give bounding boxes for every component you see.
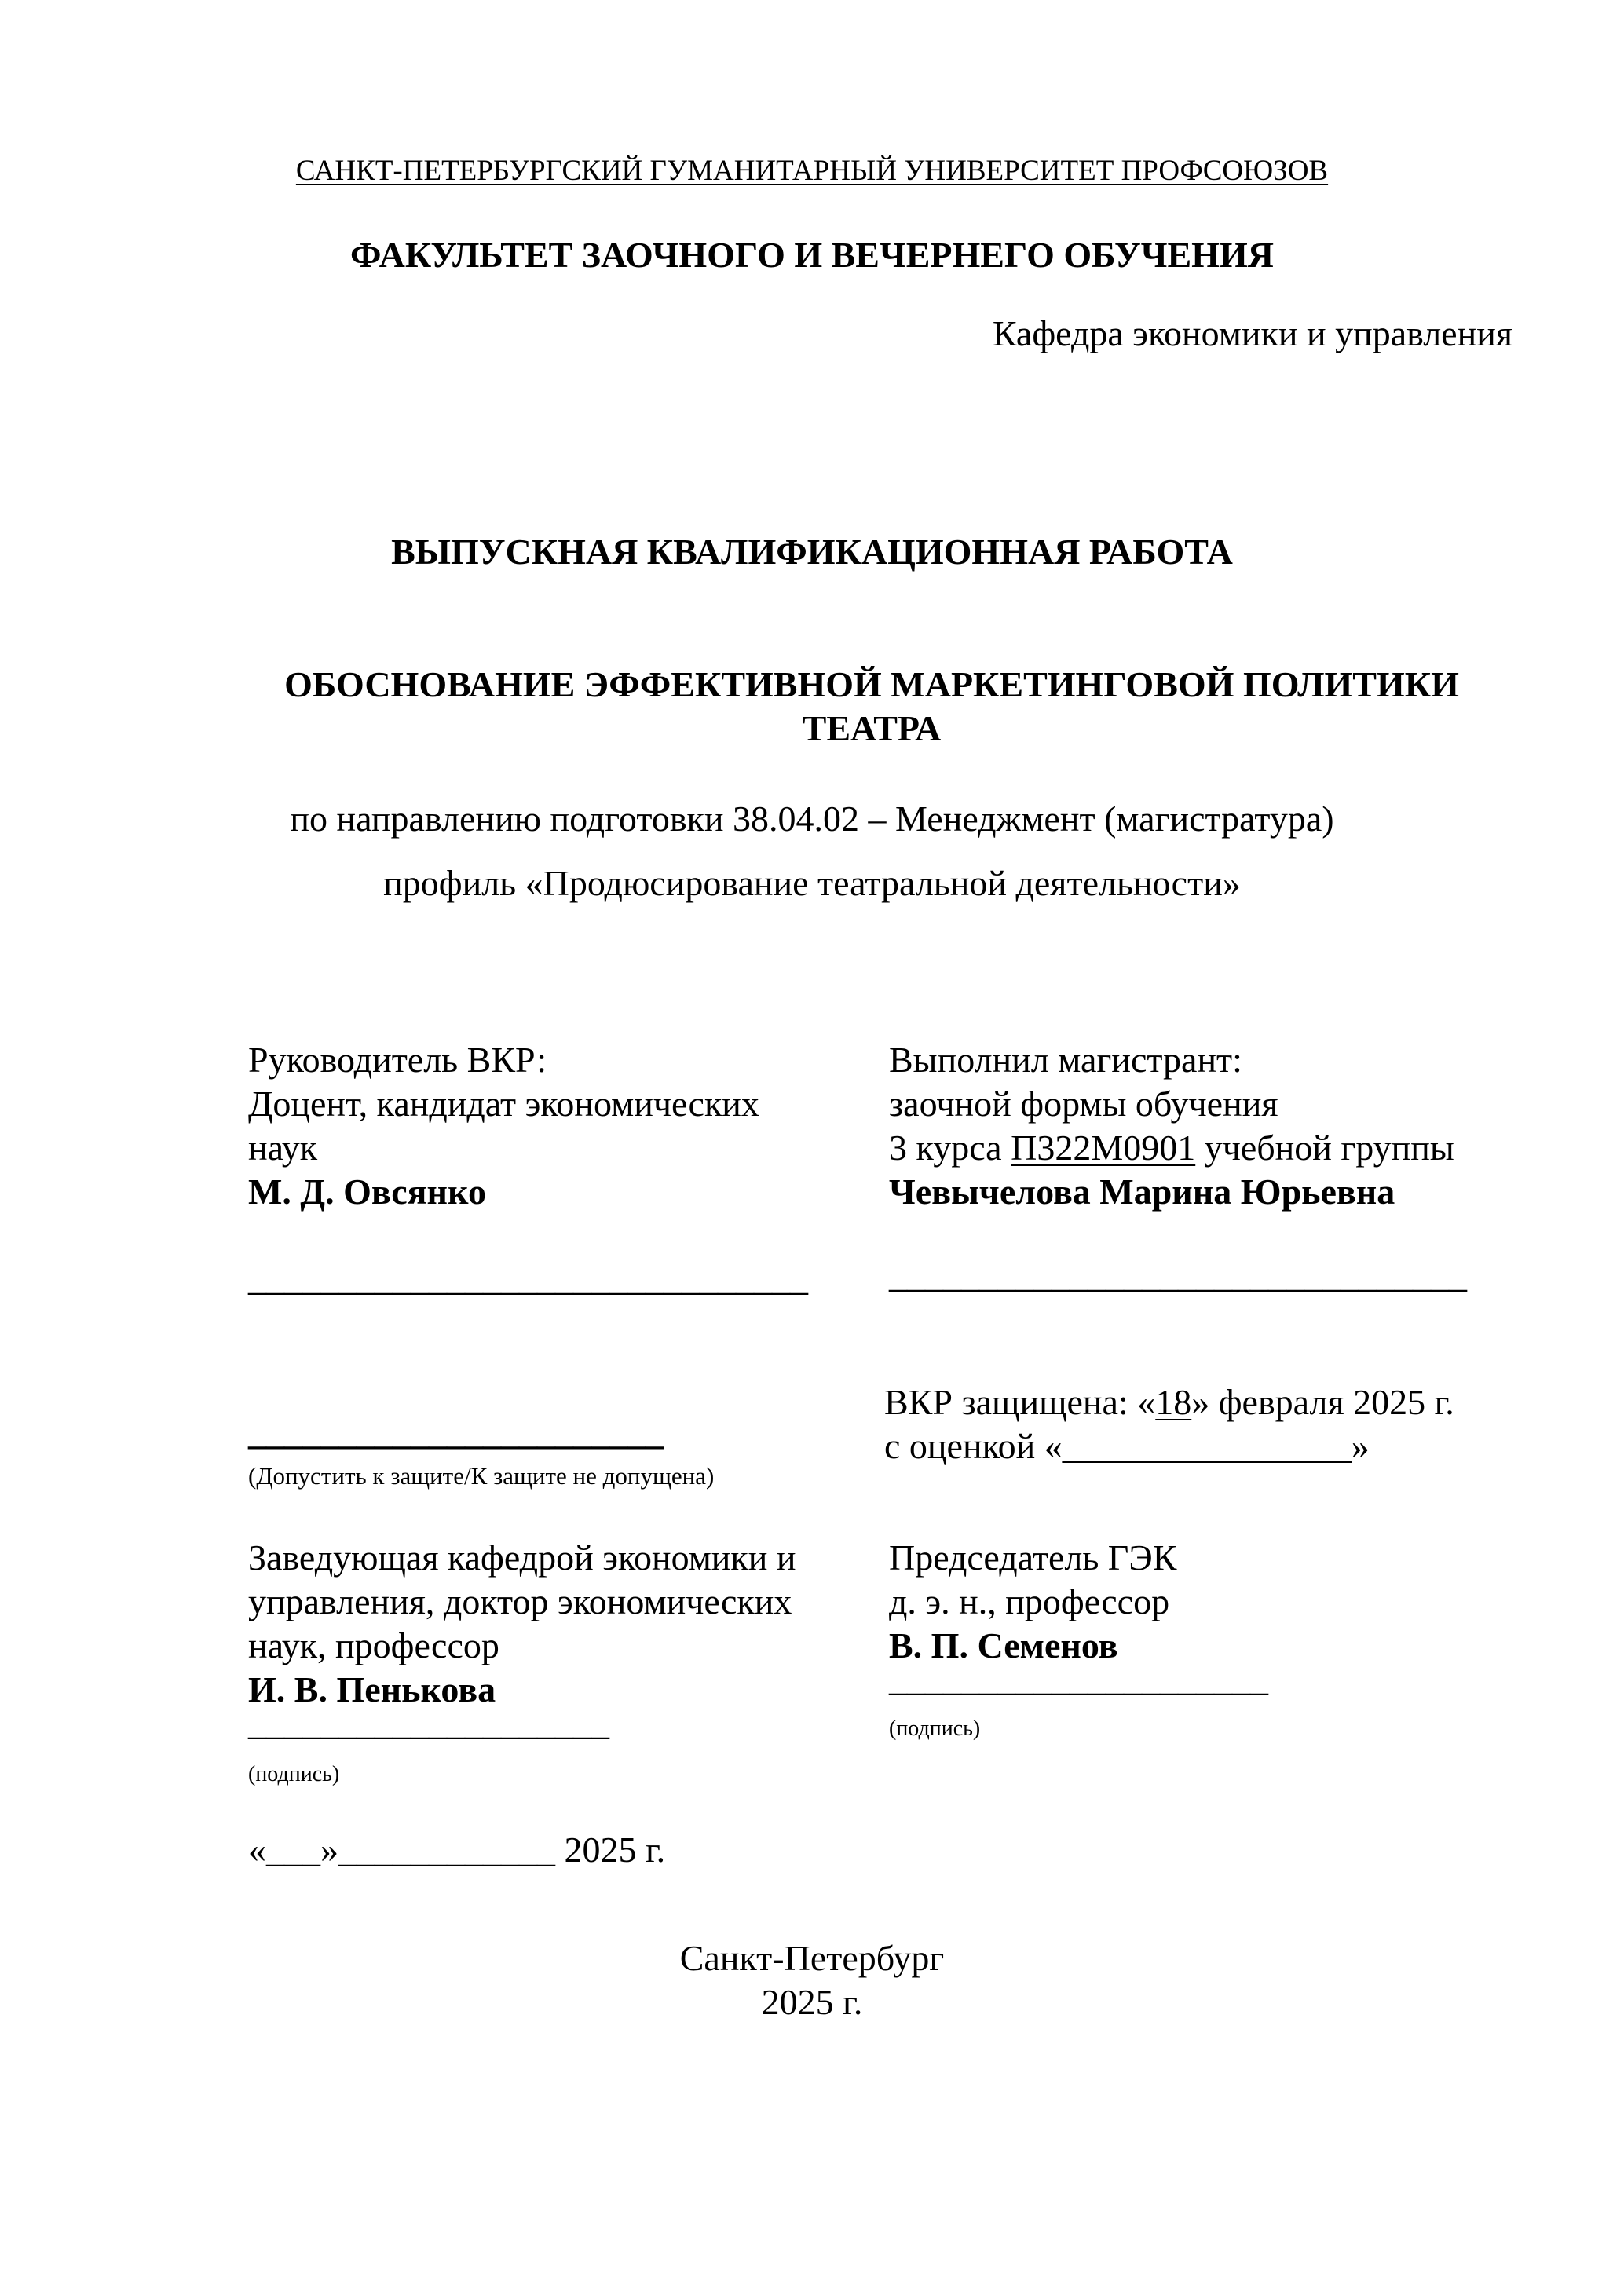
head-position-line-3: наук, профессор: [248, 1625, 499, 1665]
head-signature-caption: (подпись): [248, 1762, 340, 1786]
student-group-suffix: учебной группы: [1195, 1128, 1454, 1168]
thesis-topic-line-1: ОБОСНОВАНИЕ ЭФФЕКТИВНОЙ МАРКЕТИНГОВОЙ ПОЛИТИКИ: [284, 664, 1459, 704]
footer-year: 2025 г.: [761, 1982, 863, 2022]
defense-date-line: [884, 1380, 1454, 1424]
head-of-department-block: [248, 1536, 796, 1745]
head-position-line-1: Заведующая кафедрой экономики и: [248, 1537, 796, 1578]
defense-date-suffix: » февраля 2025 г.: [1191, 1382, 1454, 1422]
head-position-line-2: управления, доктор экономических: [248, 1581, 792, 1621]
chairman-signature-line: _____________________: [889, 1658, 1268, 1698]
chairman-degree: д. э. н., профессор: [889, 1581, 1170, 1621]
student-block: [889, 1038, 1454, 1214]
admission-caption: (Допустить к защите/К защите не допущена): [248, 1462, 715, 1490]
admission-signature-line: _______________________: [248, 1412, 664, 1452]
student-group-code: П322М0901: [1011, 1128, 1196, 1168]
chairman-signature-caption: (подпись): [889, 1717, 981, 1741]
chairman-block: [889, 1536, 1268, 1701]
university-name: САНКТ-ПЕТЕРБУРГСКИЙ ГУМАНИТАРНЫЙ УНИВЕРСИТЕТ ПРОФСОЮЗОВ: [295, 155, 1329, 187]
faculty-name: ФАКУЛЬТЕТ ЗАОЧНОГО И ВЕЧЕРНЕГО ОБУЧЕНИЯ: [350, 235, 1274, 275]
footer-city: Санкт-Петербург: [679, 1938, 945, 1978]
defense-grade-line: с оценкой «________________»: [884, 1426, 1370, 1466]
student-label: Выполнил магистрант:: [889, 1040, 1242, 1080]
thesis-topic-line-2: ТЕАТРА: [802, 708, 942, 748]
department-name: Кафедра экономики и управления: [992, 313, 1512, 353]
student-course-group: [889, 1126, 1454, 1170]
defense-block: [884, 1380, 1454, 1468]
thesis-topic: [236, 663, 1508, 751]
supervisor-label: Руководитель ВКР:: [248, 1040, 547, 1080]
chairman-label: Председатель ГЭК: [889, 1537, 1177, 1578]
supervisor-name: М. Д. Овсянко: [248, 1172, 486, 1212]
chairman-name: В. П. Семенов: [889, 1625, 1118, 1665]
defense-day: 18: [1155, 1382, 1192, 1422]
work-type-heading: ВЫПУСКНАЯ КВАЛИФИКАЦИОННАЯ РАБОТА: [391, 532, 1233, 572]
student-course: 3 курса: [889, 1128, 1011, 1168]
student-study-form: заочной формы обучения: [889, 1084, 1278, 1124]
footer-block: [0, 1936, 1624, 2024]
defense-date-prefix: ВКР защищена: «: [884, 1382, 1156, 1422]
study-profile: профиль «Продюсирование театральной деятельности»: [383, 863, 1241, 903]
supervisor-position-line-2: наук: [248, 1128, 318, 1168]
head-signature-line: ____________________: [248, 1702, 609, 1742]
supervisor-position-line-1: Доцент, кандидат экономических: [248, 1084, 759, 1124]
student-signature-line: ________________________________: [889, 1255, 1467, 1295]
student-name: Чевычелова Марина Юрьевна: [889, 1172, 1395, 1212]
approval-date-line: «___»____________ 2025 г.: [248, 1830, 666, 1870]
head-name: И. В. Пенькова: [248, 1669, 496, 1709]
study-direction: по направлению подготовки 38.04.02 – Менеджмент (магистратура): [290, 799, 1334, 839]
supervisor-signature-line: _______________________________: [248, 1258, 808, 1298]
supervisor-block: [248, 1038, 759, 1214]
